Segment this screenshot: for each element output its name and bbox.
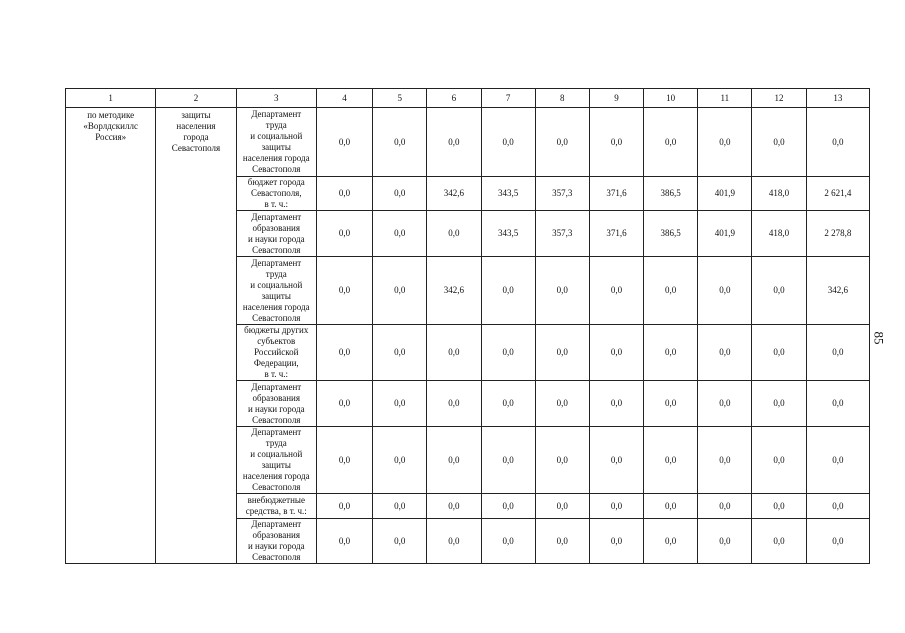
value-cell: 0,0 <box>373 211 427 257</box>
budget-table <box>65 88 870 564</box>
value-cell: 357,3 <box>535 177 589 211</box>
value-cell: 0,0 <box>806 108 869 177</box>
header-cell: 12 <box>752 89 806 108</box>
value-cell: 0,0 <box>316 211 372 257</box>
value-cell: 0,0 <box>427 325 481 381</box>
header-cell: 11 <box>698 89 752 108</box>
responsible-cell: защиты населения города Севастополя <box>156 108 236 564</box>
value-cell: 0,0 <box>373 427 427 494</box>
value-cell: 0,0 <box>698 519 752 564</box>
value-cell: 418,0 <box>752 177 806 211</box>
header-cell: 5 <box>373 89 427 108</box>
value-cell: 0,0 <box>589 257 643 325</box>
value-cell: 0,0 <box>589 381 643 427</box>
value-cell: 0,0 <box>427 494 481 519</box>
value-cell: 0,0 <box>752 494 806 519</box>
value-cell: 0,0 <box>481 494 535 519</box>
value-cell: 342,6 <box>806 257 869 325</box>
value-cell: 371,6 <box>589 177 643 211</box>
value-cell: 371,6 <box>589 211 643 257</box>
funding-source-cell: Департамент труда и социальной защиты населения города Севастополя <box>236 257 316 325</box>
value-cell: 401,9 <box>698 177 752 211</box>
funding-source-cell: Департамент образования и науки города Севастополя <box>236 211 316 257</box>
value-cell: 401,9 <box>698 211 752 257</box>
value-cell: 0,0 <box>589 325 643 381</box>
value-cell: 0,0 <box>535 381 589 427</box>
value-cell: 0,0 <box>589 519 643 564</box>
value-cell: 0,0 <box>535 325 589 381</box>
value-cell: 0,0 <box>481 519 535 564</box>
value-cell: 0,0 <box>698 108 752 177</box>
value-cell: 0,0 <box>806 325 869 381</box>
header-cell: 7 <box>481 89 535 108</box>
value-cell: 342,6 <box>427 257 481 325</box>
value-cell: 0,0 <box>644 519 698 564</box>
value-cell: 0,0 <box>589 494 643 519</box>
value-cell: 0,0 <box>698 427 752 494</box>
value-cell: 0,0 <box>806 381 869 427</box>
value-cell: 0,0 <box>373 519 427 564</box>
value-cell: 357,3 <box>535 211 589 257</box>
value-cell: 0,0 <box>316 519 372 564</box>
value-cell: 386,5 <box>644 177 698 211</box>
value-cell: 0,0 <box>316 494 372 519</box>
value-cell: 0,0 <box>644 381 698 427</box>
value-cell: 0,0 <box>427 211 481 257</box>
value-cell: 0,0 <box>427 381 481 427</box>
header-cell: 13 <box>806 89 869 108</box>
value-cell: 0,0 <box>427 427 481 494</box>
value-cell: 0,0 <box>644 325 698 381</box>
value-cell: 0,0 <box>698 381 752 427</box>
value-cell: 0,0 <box>427 108 481 177</box>
value-cell: 0,0 <box>427 519 481 564</box>
value-cell: 0,0 <box>373 494 427 519</box>
value-cell: 0,0 <box>535 257 589 325</box>
value-cell: 343,5 <box>481 211 535 257</box>
header-cell: 10 <box>644 89 698 108</box>
value-cell: 0,0 <box>806 519 869 564</box>
value-cell: 0,0 <box>644 427 698 494</box>
value-cell: 0,0 <box>373 177 427 211</box>
header-cell: 2 <box>156 89 236 108</box>
value-cell: 0,0 <box>752 108 806 177</box>
value-cell: 0,0 <box>316 325 372 381</box>
value-cell: 0,0 <box>644 257 698 325</box>
method-cell: по методике «Ворлдскиллс Россия» <box>66 108 156 564</box>
value-cell: 0,0 <box>535 519 589 564</box>
value-cell: 0,0 <box>481 325 535 381</box>
value-cell: 386,5 <box>644 211 698 257</box>
value-cell: 343,5 <box>481 177 535 211</box>
value-cell: 0,0 <box>698 257 752 325</box>
header-cell: 1 <box>66 89 156 108</box>
value-cell: 0,0 <box>644 494 698 519</box>
value-cell: 0,0 <box>752 519 806 564</box>
value-cell: 0,0 <box>316 108 372 177</box>
value-cell: 0,0 <box>698 494 752 519</box>
value-cell: 0,0 <box>752 257 806 325</box>
value-cell: 0,0 <box>316 381 372 427</box>
value-cell: 2 621,4 <box>806 177 869 211</box>
value-cell: 0,0 <box>589 108 643 177</box>
value-cell: 0,0 <box>481 427 535 494</box>
value-cell: 0,0 <box>373 257 427 325</box>
value-cell: 0,0 <box>535 494 589 519</box>
header-cell: 6 <box>427 89 481 108</box>
funding-source-cell: Департамент труда и социальной защиты населения города Севастополя <box>236 108 316 177</box>
value-cell: 0,0 <box>373 381 427 427</box>
header-cell: 4 <box>316 89 372 108</box>
value-cell: 342,6 <box>427 177 481 211</box>
value-cell: 0,0 <box>644 108 698 177</box>
header-cell: 3 <box>236 89 316 108</box>
page-number: 85 <box>871 331 887 345</box>
value-cell: 0,0 <box>316 257 372 325</box>
value-cell: 0,0 <box>698 325 752 381</box>
value-cell: 0,0 <box>373 108 427 177</box>
value-cell: 0,0 <box>481 108 535 177</box>
value-cell: 2 278,8 <box>806 211 869 257</box>
table-row <box>66 108 870 177</box>
funding-source-cell: бюджет города Севастополя, в т. ч.: <box>236 177 316 211</box>
value-cell: 418,0 <box>752 211 806 257</box>
funding-source-cell: Департамент образования и науки города Севастополя <box>236 381 316 427</box>
value-cell: 0,0 <box>481 257 535 325</box>
value-cell: 0,0 <box>316 177 372 211</box>
table-header-row <box>66 89 870 108</box>
value-cell: 0,0 <box>481 381 535 427</box>
value-cell: 0,0 <box>806 427 869 494</box>
funding-source-cell: Департамент образования и науки города Севастополя <box>236 519 316 564</box>
value-cell: 0,0 <box>752 427 806 494</box>
value-cell: 0,0 <box>535 108 589 177</box>
value-cell: 0,0 <box>589 427 643 494</box>
funding-source-cell: бюджеты других субъектов Российской Федерации, в т. ч.: <box>236 325 316 381</box>
value-cell: 0,0 <box>535 427 589 494</box>
value-cell: 0,0 <box>752 325 806 381</box>
funding-source-cell: внебюджетные средства, в т. ч.: <box>236 494 316 519</box>
value-cell: 0,0 <box>316 427 372 494</box>
funding-source-cell: Департамент труда и социальной защиты населения города Севастополя <box>236 427 316 494</box>
value-cell: 0,0 <box>752 381 806 427</box>
header-cell: 8 <box>535 89 589 108</box>
value-cell: 0,0 <box>806 494 869 519</box>
value-cell: 0,0 <box>373 325 427 381</box>
header-cell: 9 <box>589 89 643 108</box>
